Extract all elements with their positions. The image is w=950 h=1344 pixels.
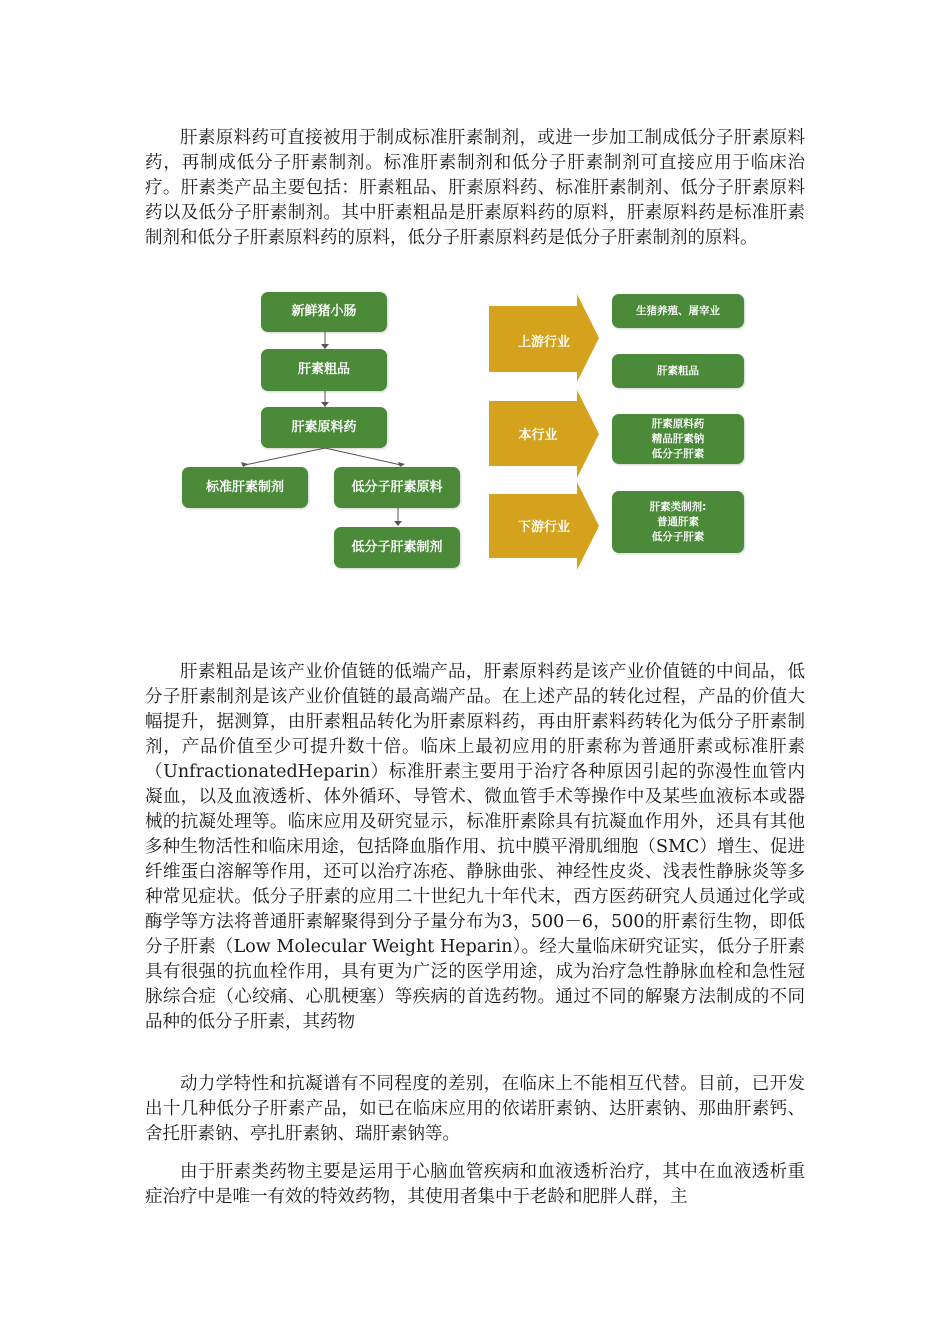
paragraph-value-chain: 肝素粗品是该产业价值链的低端产品，肝素原料药是该产业价值链的中间品，低分子肝素制剂是该产业价值链的最高端产品。在上述产品的转化过程，产品的价值大幅提升，据测算，由肝素粗品转化为肝素原料药，再由肝素料药转化为低分子肝素制剂，产品价值至少可提升数十倍。临床上最初应用的肝素称为普通肝素或标准肝素（UnfractionatedHeparin）标准肝素主要用于治疗各种原因引起的弥漫性血管内凝血，以及血液透析、体外循环、导管术、微血管手术等操作中及某些血液标本或器械的抗凝处理等。临床应用及研究显示，标准肝素除具有抗凝血作用外，还具有其他多种生物活性和临床用途，包括降血脂作用、抗中膜平滑肌细胞（SMC）增生、促进纤维蛋白溶解等作用，还可以治疗冻疮、静脉曲张、神经性皮炎、浅表性静脉炎等多种常见症状。低分子肝素的应用二十世纪九十年代末，西方医药研究人员通过化学或酶学等方法将普通肝素解聚得到分子量分布为3，500－6，500的肝素衍生物，即低分子肝素（Low Molecular Weight Heparin）。经大量临床研究证实，低分子肝素具有很强的抗血栓作用，具有更为广泛的医学用途，成为治疗急性静脉血栓和急性冠脉综合症（心绞痛、心肌梗塞）等疾病的首选药物。通过不同的解聚方法制成的不同品种的低分子肝素，其药物 <box>145 662 805 1032</box>
box-heparin-api: 肝素原料药 <box>261 407 387 448</box>
box-midstream-products: 肝素原料药 精品肝素钠 低分子肝素 <box>612 414 744 464</box>
box-standard-prep: 标准肝素制剂 <box>182 467 308 508</box>
heparin-industry-diagram <box>175 286 775 586</box>
box-crude-heparin: 肝素粗品 <box>261 349 387 391</box>
box-downstream-products: 肝素类制剂: 普通肝素 低分子肝素 <box>612 491 744 553</box>
box-fresh-intestine: 新鲜猪小肠 <box>261 292 387 332</box>
label-midstream: 本行业 <box>518 428 558 443</box>
box-upstream-crude-heparin: 肝素粗品 <box>612 354 744 388</box>
label-downstream: 下游行业 <box>517 520 570 535</box>
box-lmwh-prep: 低分子肝素制剂 <box>334 527 460 568</box>
box-upstream-pig-farming: 生猪养殖、屠宰业 <box>612 294 744 328</box>
paragraph-lmwh-products: 动力学特性和抗凝谱有不同程度的差别，在临床上不能相互代替。目前，已开发出十几种低分子肝素产品，如已在临床应用的依诺肝素钠、达肝素钠、那曲肝素钙、舍托肝素钠、亭扎肝素钠、瑞肝素钠等。 <box>145 1074 805 1144</box>
arrowhead-icon <box>394 521 402 526</box>
paragraph-usage: 由于肝素类药物主要是运用于心脑血管疾病和血液透析治疗，其中在血液透析重症治疗中是唯一有效的特效药物，其使用者集中于老龄和肥胖人群，主 <box>145 1162 805 1207</box>
connector-line <box>325 448 401 465</box>
box-lmwh-api: 低分子肝素原料 <box>334 467 460 508</box>
paragraph-heparin-products: 肝素原料药可直接被用于制成标准肝素制剂，或进一步加工制成低分子肝素原料药，再制成低分子肝素制剂。标准肝素制剂和低分子肝素制剂可直接应用于临床治疗。肝素类产品主要包括：肝素粗品、肝素原料药、标准肝素制剂、低分子肝素原料药以及低分子肝素制剂。其中肝素粗品是肝素原料药的原料，肝素原料药是标准肝素制剂和低分子肝素原料药的原料，低分子肝素原料药是低分子肝素制剂的原料。 <box>145 128 805 248</box>
label-upstream: 上游行业 <box>517 335 570 350</box>
connector-line <box>245 448 325 465</box>
